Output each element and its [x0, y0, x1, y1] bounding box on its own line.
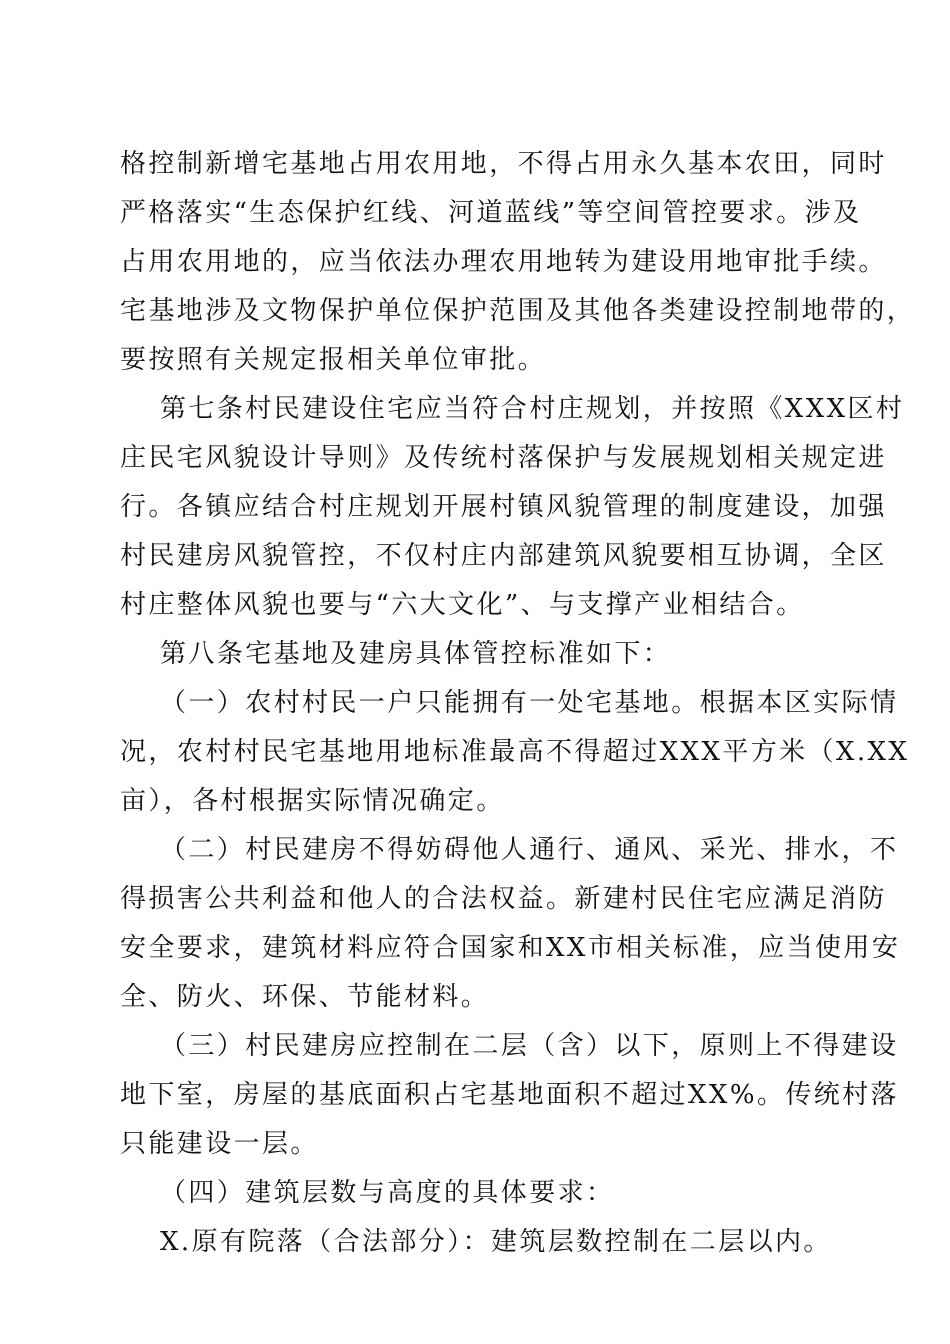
paragraph-line: 宅基地涉及文物保护单位保护范围及其他各类建设控制地带的，	[120, 296, 916, 326]
article-8-heading-line: 第八条宅基地及建房具体管控标准如下：	[160, 639, 672, 669]
paragraph-line: 地下室，房屋的基底面积占宅基地面积不超过XX%。传统村落	[120, 1080, 899, 1110]
paragraph-line: 只能建设一层。	[120, 1129, 319, 1159]
paragraph-line: 亩），各村根据实际情况确定。	[120, 786, 505, 816]
paragraph-line: 行。各镇应结合村庄规划开展村镇风貌管理的制度建设，加强	[120, 492, 887, 522]
paragraph-line: 庄民宅风貌设计导则》及传统村落保护与发展规划相关规定进	[120, 443, 887, 473]
paragraph-line: 严格落实“生态保护红线、河道蓝线”等空间管控要求。涉及	[120, 198, 862, 228]
paragraph-line: 占用农用地的，应当依法办理农用地转为建设用地审批手续。	[120, 247, 887, 277]
item-3-line: （三）村民建房应控制在二层（含）以下，原则上不得建设	[160, 1031, 899, 1061]
paragraph-line: 要按照有关规定报相关单位审批。	[120, 345, 547, 375]
item-1-line: （一）农村村民一户只能拥有一处宅基地。根据本区实际情	[160, 688, 899, 718]
paragraph-line: 况，农村村民宅基地用地标准最高不得超过XXX平方米（X.XX	[120, 737, 910, 767]
article-7-heading-line: 第七条村民建设住宅应当符合村庄规划，并按照《XXX区村	[160, 394, 905, 424]
paragraph-line: 安全要求，建筑材料应符合国家和XX市相关标准，应当使用安	[120, 933, 901, 963]
subitem-line: X.原有院落（合法部分）：建筑层数控制在二层以内。	[160, 1227, 832, 1257]
paragraph-line: 村民建房风貌管控，不仅村庄内部建筑风貌要相互协调，全区	[120, 541, 887, 571]
paragraph-line: 村庄整体风貌也要与“六大文化”、与支撑产业相结合。	[120, 590, 805, 620]
paragraph-line: 格控制新增宅基地占用农用地，不得占用永久基本农田，同时	[120, 149, 887, 179]
paragraph-line: 全、防火、环保、节能材料。	[120, 982, 490, 1012]
item-2-line: （二）村民建房不得妨碍他人通行、通风、采光、排水，不	[160, 835, 899, 865]
item-4-line: （四）建筑层数与高度的具体要求：	[160, 1178, 615, 1208]
paragraph-line: 得损害公共利益和他人的合法权益。新建村民住宅应满足消防	[120, 884, 887, 914]
